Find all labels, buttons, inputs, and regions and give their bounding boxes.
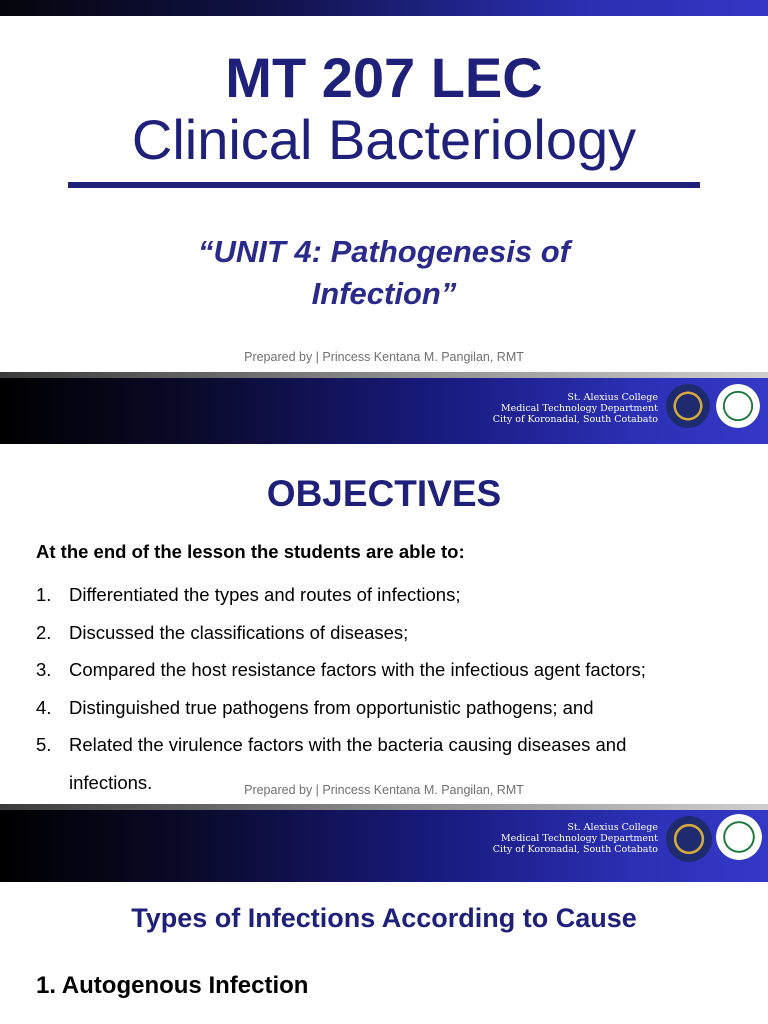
unit-title [134, 231, 634, 315]
college-location: City of Koronadal, South Cotabato [492, 844, 658, 855]
college-name: St. Alexius College [567, 822, 658, 833]
footer-bar [0, 804, 768, 882]
title-divider [68, 182, 700, 188]
course-name: Clinical Bacteriology [131, 108, 637, 171]
section-heading: 1. Autogenous Infection [36, 972, 309, 999]
objectives-list [36, 576, 756, 801]
college-info [493, 392, 658, 425]
school-seal-icon [666, 816, 712, 862]
slide-title: Types of Infections According to Cause [131, 903, 637, 933]
college-info [493, 822, 658, 855]
list-item: 4. Distinguished true pathogens from opportunistic pathogens; and [36, 696, 594, 718]
list-item: 3. Compared the host resistance factors with the infectious agent factors; [36, 659, 646, 680]
course-code: MT 207 LEC [225, 46, 543, 109]
college-department: Medical Technology Department [500, 833, 658, 844]
department-seal-icon [716, 384, 760, 428]
unit-title-line1: “UNIT 4: Pathogenesis of [197, 234, 571, 269]
objectives-title: OBJECTIVES [266, 473, 502, 514]
college-name: St. Alexius College [567, 392, 658, 403]
list-item: 1. Differentiated the types and routes of infections; [36, 584, 461, 605]
prepared-by: Prepared by | Princess Kentana M. Pangilan, RMT [244, 350, 524, 364]
objectives-slide [0, 452, 768, 882]
objectives-intro: At the end of the lesson the students are able to: [36, 541, 465, 562]
list-item: 2. Discussed the classifications of diseases; [36, 621, 409, 643]
footer-topline [0, 372, 768, 378]
list-item: 5. Related the virulence factors with the bacteria causing diseases and [36, 734, 627, 755]
infection-types-slide [0, 884, 768, 1024]
college-department: Medical Technology Department [500, 403, 658, 414]
title-slide [0, 0, 768, 450]
college-location: City of Koronadal, South Cotabato [492, 414, 658, 425]
top-accent-bar [0, 0, 768, 16]
footer-bar [0, 372, 768, 444]
prepared-by: Prepared by | Princess Kentana M. Pangilan, RMT [244, 783, 524, 797]
unit-title-line2: Infection” [311, 276, 457, 311]
school-seal-icon [666, 384, 710, 428]
department-seal-icon [716, 814, 762, 860]
list-item: infections. [69, 771, 153, 793]
footer-topline [0, 804, 768, 810]
